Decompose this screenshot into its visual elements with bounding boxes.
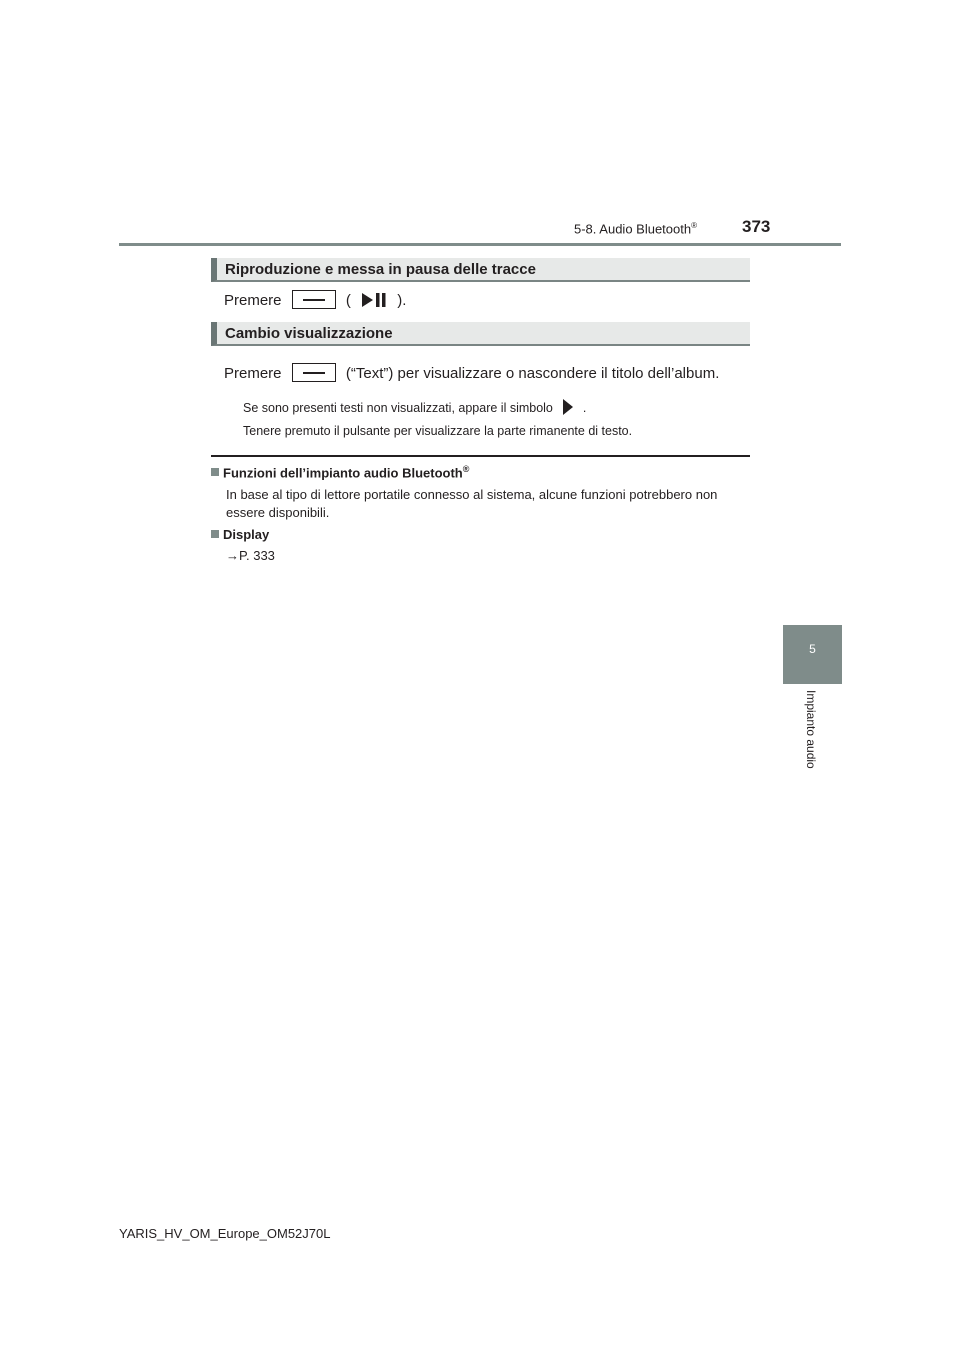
instruction-text-after: (“Text”) per visualizzare o nascondere il titolo dell’album.: [345, 365, 720, 382]
note-title-text: Display: [223, 527, 270, 542]
registered-mark: ®: [691, 221, 697, 230]
paren-close: ).: [397, 292, 407, 309]
note-title-text: Funzioni dell’impianto audio Bluetooth: [223, 465, 463, 481]
button-placeholder-box: [292, 290, 336, 309]
document-footer: YARIS_HV_OM_Europe_OM52J70L: [119, 1226, 331, 1241]
chapter-tab: [783, 625, 842, 684]
page-number: 373: [742, 217, 771, 236]
instruction-text: Premere: [224, 365, 282, 382]
right-arrow-icon: [562, 397, 574, 420]
instruction-display: [224, 363, 719, 382]
button-placeholder-box: [292, 363, 336, 382]
reference-arrow-icon: →: [226, 548, 239, 563]
page-reference[interactable]: [226, 548, 275, 563]
note-text-after: .: [582, 401, 587, 415]
note-title-bluetooth: [211, 464, 469, 480]
section-heading-play-pause: [211, 258, 750, 282]
header-rule: [119, 243, 841, 246]
note-hold-button: Tenere premuto il pulsante per visualizzare la parte rimanente di testo.: [243, 424, 633, 438]
section-heading-text: Cambio visualizzazione: [225, 325, 393, 342]
play-pause-icon: [361, 291, 387, 313]
note-body-bluetooth: [226, 486, 717, 522]
paren-open: (: [345, 292, 351, 309]
section-title: [574, 221, 697, 236]
chapter-number: 5: [809, 642, 816, 656]
instruction-text: Premere: [224, 292, 282, 309]
note-text: Se sono presenti testi non visualizzati, appare il simbolo: [243, 401, 553, 415]
section-heading-display: [211, 322, 750, 346]
section-title-text: 5-8. Audio Bluetooth: [574, 221, 692, 237]
registered-mark: ®: [462, 464, 470, 474]
square-bullet-icon: [211, 468, 219, 476]
reference-text: P. 333: [239, 548, 275, 563]
notes-divider: [211, 455, 750, 457]
note-hidden-text: [243, 397, 586, 420]
section-heading-text: Riproduzione e messa in pausa delle tracce: [225, 261, 536, 278]
square-bullet-icon: [211, 530, 219, 538]
chapter-label: Impianto audio: [804, 690, 818, 769]
instruction-play-pause: [224, 290, 406, 313]
note-body-line: In base al tipo di lettore portatile connesso al sistema, alcune funzioni potrebbero non: [226, 487, 718, 502]
note-title-display: [211, 527, 269, 542]
note-body-line: essere disponibili.: [226, 505, 330, 520]
